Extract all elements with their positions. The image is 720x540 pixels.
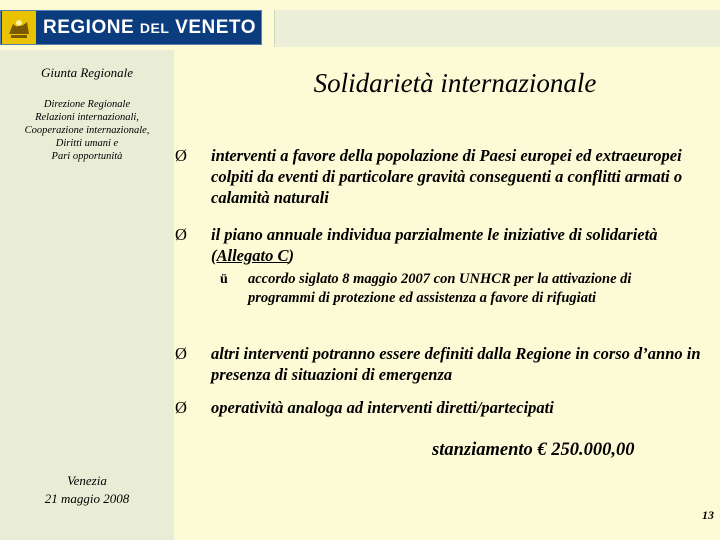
arrow-bullet-icon: Ø	[175, 344, 187, 363]
header-bar	[0, 0, 720, 48]
footer-city: Venezia	[67, 473, 107, 488]
page-number: 13	[702, 508, 714, 522]
sidebar-footer	[0, 472, 174, 508]
lion-of-st-mark-icon	[2, 11, 36, 44]
check-bullet-icon: ü	[220, 272, 228, 287]
arrow-bullet-icon: Ø	[175, 146, 187, 165]
slide-title: Solidarietà internazionale	[313, 68, 597, 98]
footer-date: 21 maggio 2008	[44, 491, 130, 506]
arrow-bullet-icon: Ø	[175, 398, 187, 417]
funding-amount: stanziamento € 250.000,00	[432, 440, 635, 460]
logo-text: REGIONE DEL VENETO	[43, 16, 256, 38]
allegato-link[interactable]: Allegato C	[216, 246, 289, 265]
regione-veneto-logo	[0, 10, 262, 45]
sidebar-title: Giunta Regionale	[40, 65, 134, 80]
header-banner	[274, 10, 720, 47]
arrow-bullet-icon: Ø	[175, 225, 187, 244]
department-name: Direzione Regionale Relazioni internazionali, Cooperazione internazionale, Diritti umani e Pari opportunità	[24, 99, 150, 162]
